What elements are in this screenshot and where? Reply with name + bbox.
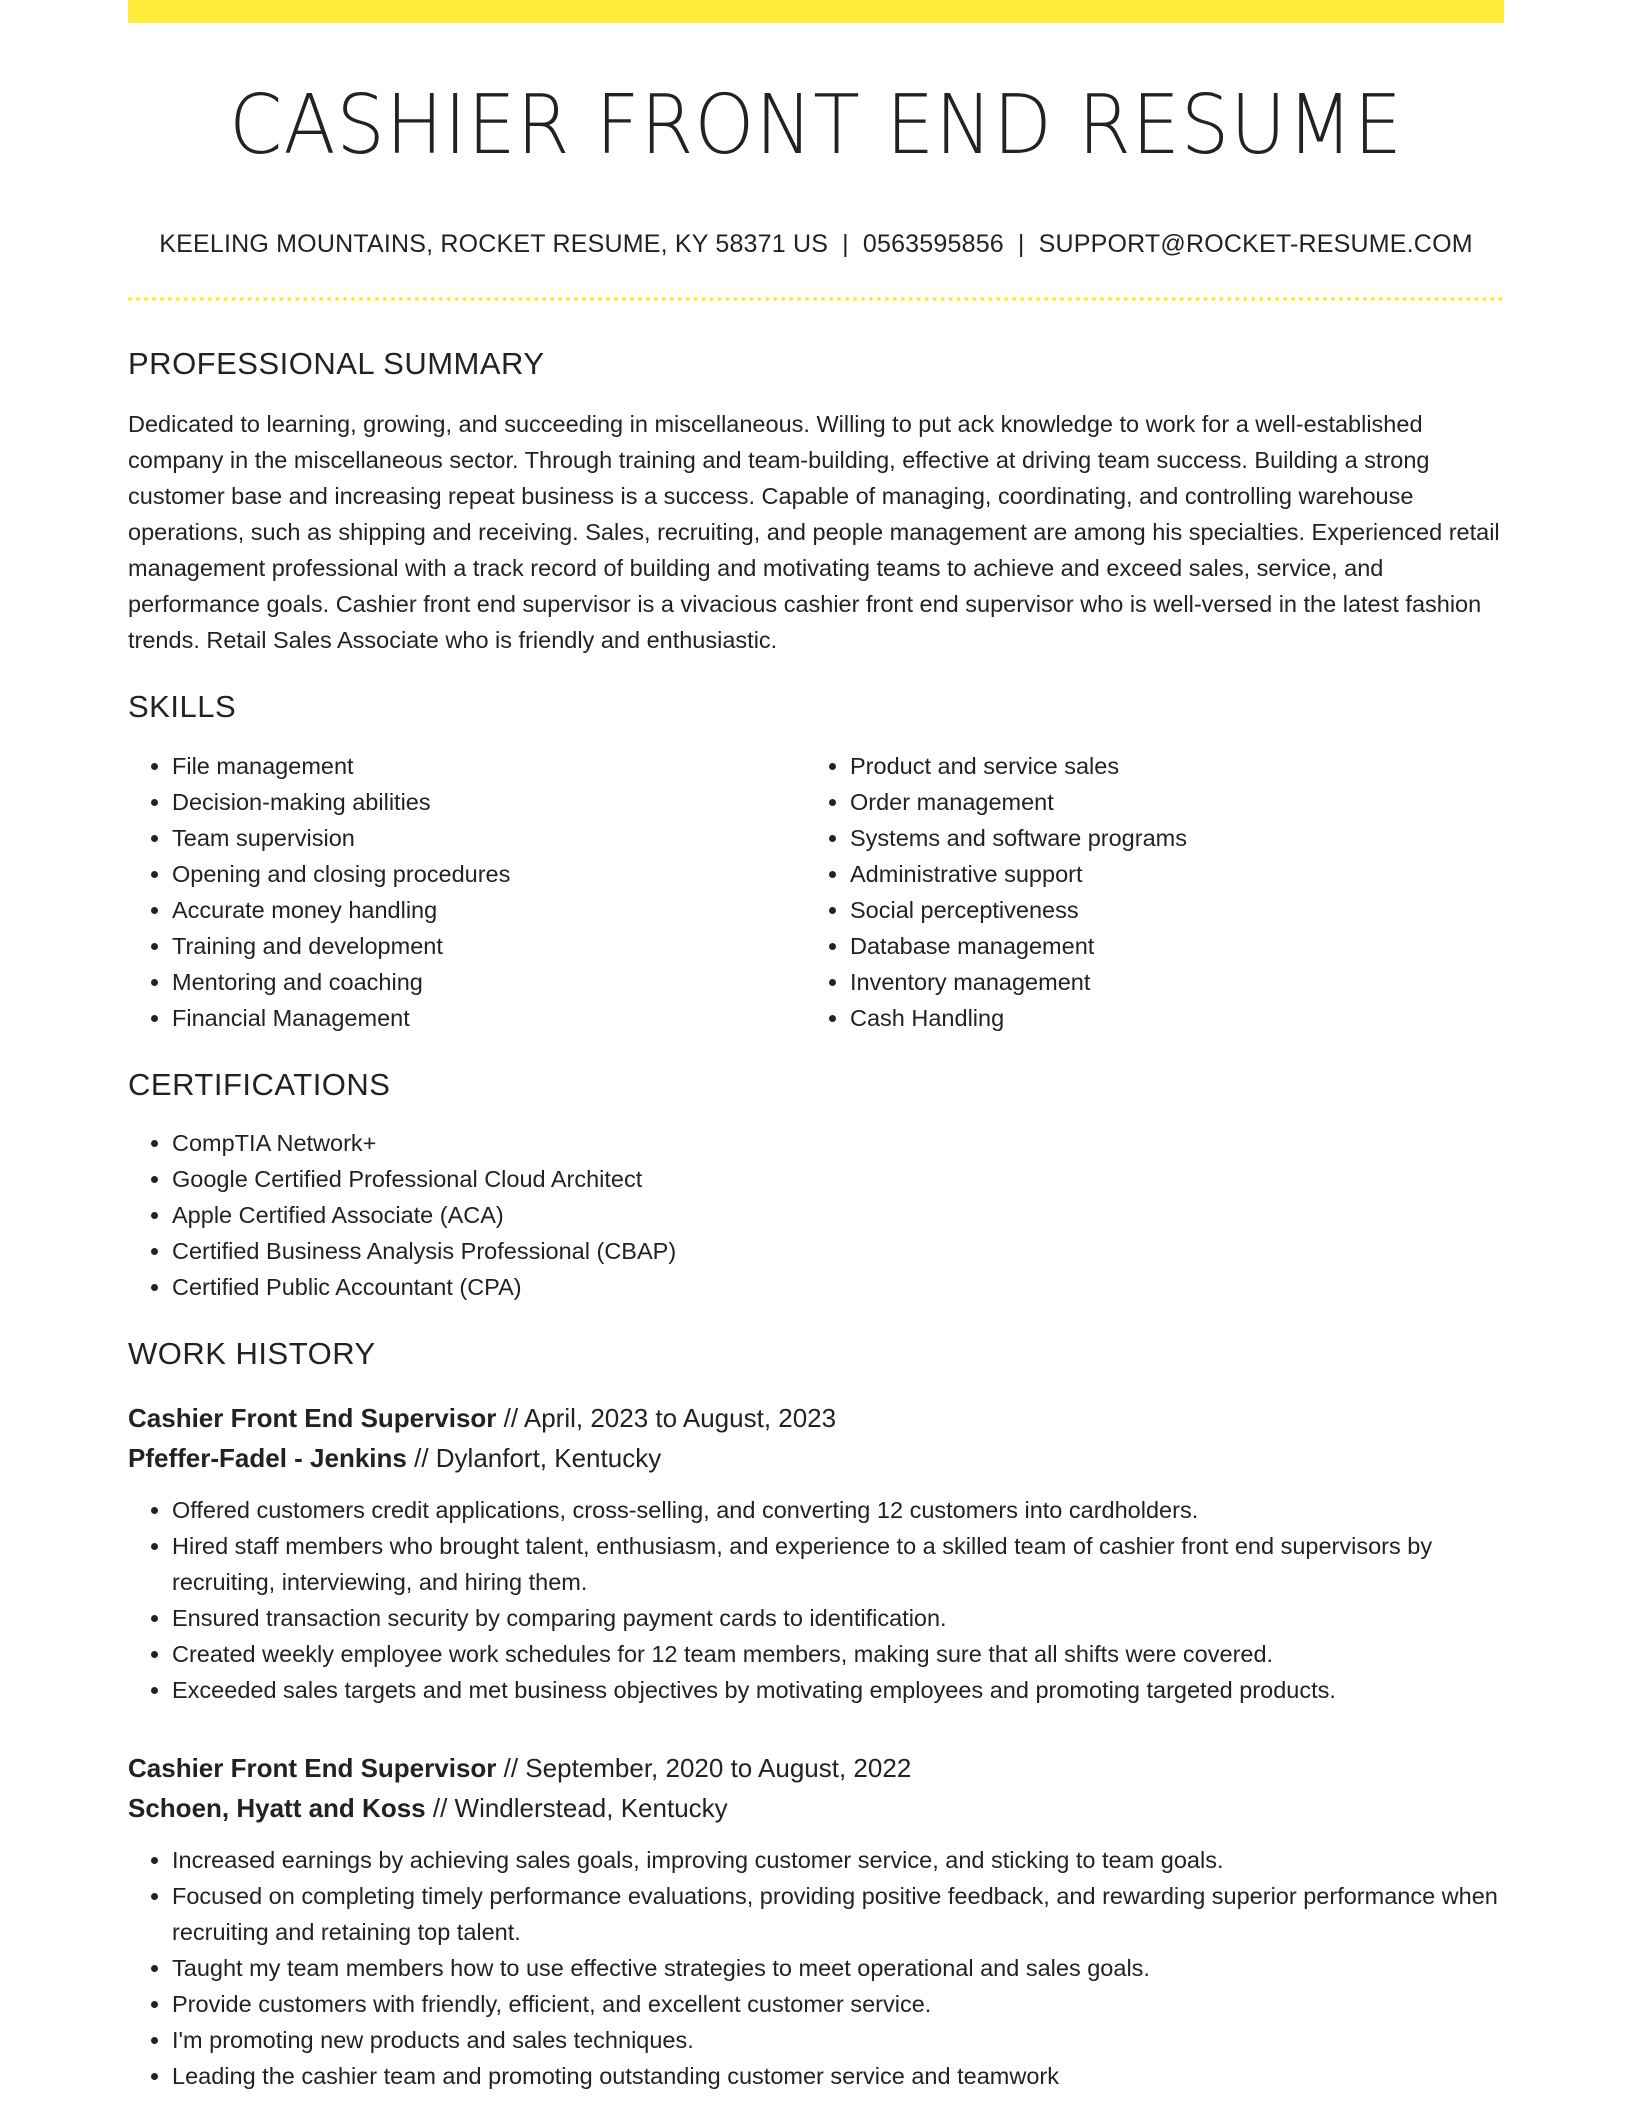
job-company-line — [128, 1788, 1504, 1828]
job-company: Pfeffer-Fadel - Jenkins — [128, 1442, 407, 1473]
resume-page — [128, 0, 1504, 2094]
skill-item: • Cash Handling — [850, 1000, 1484, 1036]
skill-item: • Database management — [850, 928, 1484, 964]
skills-column-right — [806, 748, 1484, 1036]
skills-column-left — [128, 748, 806, 1036]
certification-item: • Certified Business Analysis Professional (CBAP) — [172, 1233, 1504, 1269]
job-entry — [128, 1398, 1504, 1708]
contact-separator: | — [1017, 230, 1025, 259]
contact-address: KEELING MOUNTAINS, ROCKET RESUME, KY 58371 US — [159, 230, 829, 259]
job-duty-item: • Offered customers credit applications, cross-selling, and converting 12 customers into cardholders. — [172, 1492, 1504, 1528]
job-title-line — [128, 1748, 1504, 1788]
job-location: // Dylanfort, Kentucky — [414, 1442, 662, 1473]
job-title: Cashier Front End Supervisor — [128, 1402, 497, 1433]
skill-item: • File management — [172, 748, 806, 784]
job-company: Schoen, Hyatt and Koss — [128, 1792, 426, 1823]
skills-list-left — [128, 748, 806, 1036]
job-duties-list — [128, 1492, 1504, 1708]
skill-item: • Product and service sales — [850, 748, 1484, 784]
summary-heading: PROFESSIONAL SUMMARY — [128, 346, 545, 382]
job-duty-item: • Focused on completing timely performance evaluations, providing positive feedback, and rewarding superior performance when recruiting and retaining top talent. — [172, 1878, 1504, 1950]
skill-item: • Administrative support — [850, 856, 1484, 892]
work-history-heading: WORK HISTORY — [128, 1335, 376, 1371]
job-location: // Windlerstead, Kentucky — [432, 1792, 728, 1823]
job-duty-item: • Provide customers with friendly, efficient, and excellent customer service. — [172, 1986, 1504, 2022]
job-duty-item: • Hired staff members who brought talent, enthusiasm, and experience to a skilled team of cashier front end supervisors by recruiting, interviewing, and hiring them. — [172, 1528, 1504, 1600]
job-entry — [128, 1748, 1504, 2094]
certification-item: • Certified Public Accountant (CPA) — [172, 1269, 1504, 1305]
job-duty-item: • Taught my team members how to use effective strategies to meet operational and sales goals. — [172, 1950, 1504, 1986]
skills-heading: SKILLS — [128, 689, 237, 725]
certifications-heading: CERTIFICATIONS — [128, 1066, 391, 1102]
job-duty-item: • Leading the cashier team and promoting outstanding customer service and teamwork — [172, 2058, 1504, 2094]
certification-item: • CompTIA Network+ — [172, 1125, 1504, 1161]
job-title: Cashier Front End Supervisor — [128, 1752, 497, 1783]
summary-text: Dedicated to learning, growing, and succeeding in miscellaneous. Willing to put ack knowledge to work for a well-established company in the miscellaneous sector. Through training and team-building, effective at driving team success. Building a strong customer base and increasing repeat business is a success. Capable of managing, coordinating, and controlling warehouse operations, such as shipping and receiving. Sales, recruiting, and people management are among his specialties. Experienced retail management professional with a track record of building and motivating teams to achieve and exceed sales, service, and performance goals. Cashier front end supervisor is a vivacious cashier front end supervisor who is well-versed in the latest fashion trends. Retail Sales Associate who is friendly and enthusiastic. — [128, 411, 1500, 654]
job-duty-item: • I'm promoting new products and sales techniques. — [172, 2022, 1504, 2058]
job-duty-item: • Ensured transaction security by comparing payment cards to identification. — [172, 1600, 1504, 1636]
section-divider — [128, 297, 1504, 301]
skill-item: • Mentoring and coaching — [172, 964, 806, 1000]
skill-item: • Order management — [850, 784, 1484, 820]
skill-item: • Decision-making abilities — [172, 784, 806, 820]
skill-item: • Accurate money handling — [172, 892, 806, 928]
resume-title: CASHIER FRONT END RESUME — [229, 78, 1403, 173]
job-duty-item: • Exceeded sales targets and met business objectives by motivating employees and promoting targeted products. — [172, 1672, 1504, 1708]
skill-item: • Social perceptiveness — [850, 892, 1484, 928]
skill-item: • Inventory management — [850, 964, 1484, 1000]
job-title-line — [128, 1398, 1504, 1438]
skills-grid — [128, 748, 1504, 1036]
job-duties-list — [128, 1842, 1504, 2094]
contact-separator: | — [842, 230, 849, 259]
skill-item: • Financial Management — [172, 1000, 806, 1036]
contact-phone: 0563595856 — [862, 230, 1004, 259]
job-duty-item: • Created weekly employee work schedules for 12 team members, making sure that all shifts were covered. — [172, 1636, 1504, 1672]
accent-bar — [128, 0, 1504, 23]
job-company-line — [128, 1438, 1504, 1478]
job-dates: // April, 2023 to August, 2023 — [503, 1402, 837, 1433]
job-duty-item: • Increased earnings by achieving sales goals, improving customer service, and sticking to team goals. — [172, 1842, 1504, 1878]
certification-item: • Google Certified Professional Cloud Architect — [172, 1161, 1504, 1197]
skill-item: • Opening and closing procedures — [172, 856, 806, 892]
skills-list-right — [806, 748, 1484, 1036]
skill-item: • Systems and software programs — [850, 820, 1484, 856]
certifications-list — [128, 1125, 1504, 1305]
contact-info — [128, 229, 1504, 259]
contact-email: SUPPORT@ROCKET-RESUME.COM — [1038, 230, 1473, 259]
skill-item: • Team supervision — [172, 820, 806, 856]
skill-item: • Training and development — [172, 928, 806, 964]
job-dates: // September, 2020 to August, 2022 — [503, 1752, 912, 1783]
certification-item: • Apple Certified Associate (ACA) — [172, 1197, 1504, 1233]
